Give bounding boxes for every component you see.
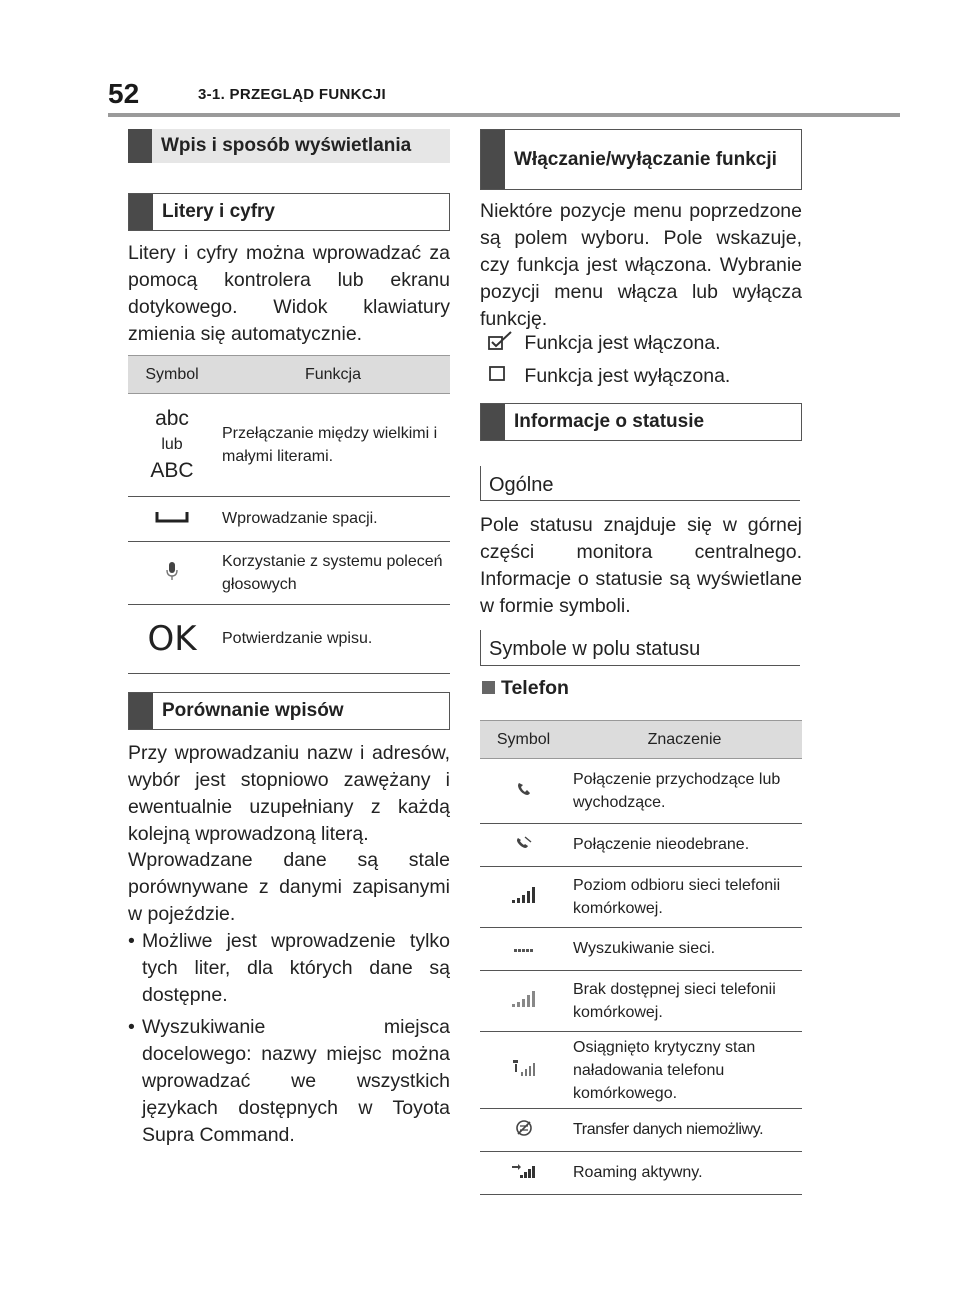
subheading-general: Ogólne — [480, 466, 800, 501]
no-network-icon — [511, 990, 537, 1008]
low-battery-icon — [512, 1059, 536, 1077]
checkbox-on-row: Funkcja jest włączona. — [487, 330, 721, 355]
checkbox-unchecked-icon — [487, 363, 513, 385]
table-row: Osiągnięto krytyczny stan naładowania telefonu komórkowego. — [480, 1032, 802, 1109]
table-row: Poziom odbioru sieci telefonii komórkowej. — [480, 867, 802, 928]
paragraph-stored-data: Wprowadzane dane są stale porównywane z danymi zapisanymi w pojeździe. — [128, 849, 450, 925]
table-header-function: Funkcja — [216, 356, 450, 394]
table-row: Wyszukiwanie sieci. — [480, 928, 802, 971]
table-row: Połączenie przychodzące lub wychodzące. — [480, 759, 802, 824]
microphone-icon — [165, 561, 179, 581]
section-heading-letters-digits: Litery i cyfry — [128, 193, 450, 231]
ok-symbol: OK — [147, 619, 197, 659]
lowercase-symbol: abc — [155, 407, 189, 430]
table-header-symbol: Symbol — [480, 721, 567, 759]
table-row: Korzystanie z systemu poleceń głosowych — [128, 542, 450, 605]
phone-call-icon — [516, 781, 532, 797]
table-row: Wprowadzanie spacji. — [128, 497, 450, 542]
network-search-icon — [513, 945, 535, 953]
bullet-item: • Wyszukiwanie miejsca docelowego: nazwy miejsc można wprowadzać we wszystkich językach dostępnych w Toyota Supra Command. — [128, 1016, 450, 1146]
paragraph-status: Pole statusu znajduje się w górnej części monitora centralnego. Informacje o statusie są wyświetlane w formie symboli. — [480, 514, 802, 617]
table-row: Połączenie nieodebrane. — [480, 824, 802, 867]
header-rule — [108, 113, 900, 117]
section-heading-toggle: Włączanie/wyłączanie funkcji — [480, 129, 802, 190]
table-header-symbol: Symbol — [128, 356, 216, 394]
table-row: Brak dostępnej sieci telefonii komórkowej. — [480, 971, 802, 1032]
table-row: Roaming aktywny. — [480, 1152, 802, 1195]
signal-bars-icon — [511, 886, 537, 904]
paragraph-letters-digits: Litery i cyfry można wprowadzać za pomocą kontrolera lub ekranu dotykowego. Widok klawiatury zmienia się automatycznie. — [128, 242, 450, 345]
roaming-icon — [511, 1163, 537, 1179]
status-symbols-table — [480, 720, 802, 1195]
page-number: 52 — [108, 78, 140, 109]
subheading-status-symbols: Symbole w polu statusu — [480, 630, 800, 666]
section-heading-input-display: Wpis i sposób wyświetlania — [128, 129, 450, 163]
space-bar-icon — [155, 510, 189, 524]
chapter-title: 3-1. PRZEGLĄD FUNKCJI — [198, 86, 386, 103]
paragraph-comparison: Przy wprowadzaniu nazw i adresów, wybór jest stopniowo zawężany i ewentualnie uzupełniany z każdą kolejną wprowadzoną literą. — [128, 742, 450, 845]
square-bullet-icon — [482, 681, 495, 694]
table-row: abc lub ABC Przełączanie między wielkimi i małymi literami. — [128, 394, 450, 497]
checkbox-off-row: Funkcja jest wyłączona. — [487, 363, 730, 388]
section-heading-comparison: Porównanie wpisów — [128, 692, 450, 730]
missed-call-icon — [515, 835, 533, 851]
or-label: lub — [161, 436, 183, 453]
no-data-icon — [514, 1119, 534, 1137]
bullet-item: • Możliwe jest wprowadzenie tylko tych liter, dla których dane są dostępne. — [128, 930, 450, 1006]
phone-heading: Telefon — [482, 677, 569, 700]
checkbox-checked-icon — [487, 330, 513, 352]
uppercase-symbol: ABC — [150, 459, 194, 482]
section-heading-status: Informacje o statusie — [480, 403, 802, 441]
table-row: Transfer danych niemożliwy. — [480, 1109, 802, 1152]
paragraph-toggle: Niektóre pozycje menu poprzedzone są polem wyboru. Pole wskazuje, czy funkcja jest włączona. Wybranie pozycji menu włącza lub wyłącza funkcję. — [480, 200, 802, 330]
table-header-meaning: Znaczenie — [567, 721, 802, 759]
table-row: OK Potwierdzanie wpisu. — [128, 605, 450, 674]
input-symbols-table — [128, 355, 450, 674]
